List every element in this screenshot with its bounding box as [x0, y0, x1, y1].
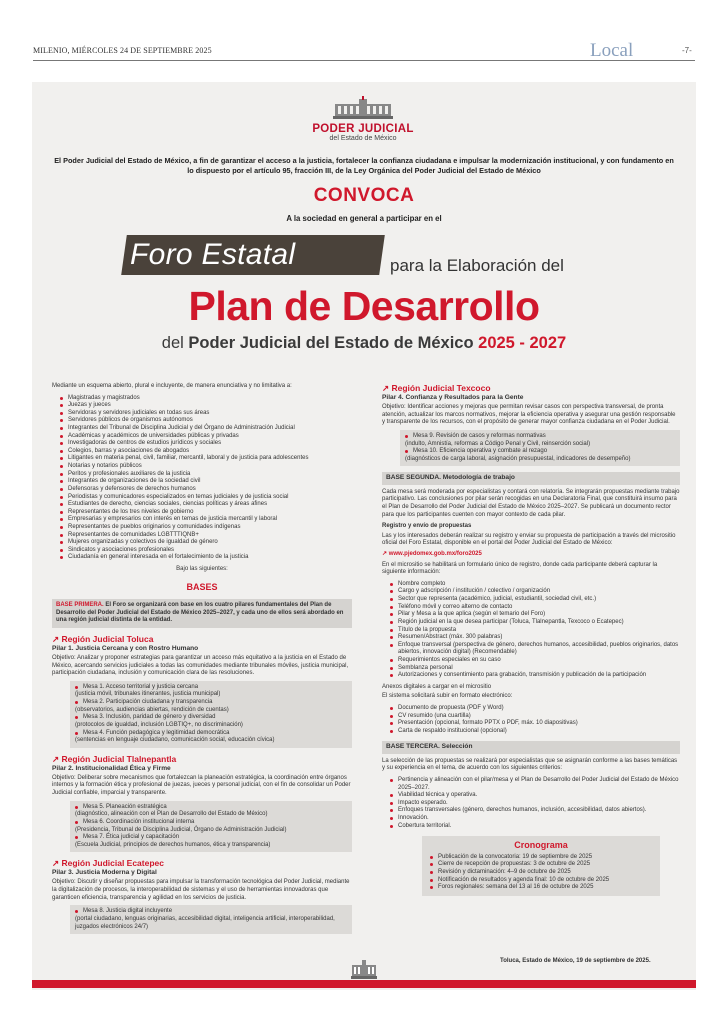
- participants-list: [60, 395, 352, 562]
- mesa-item: (diagnósticos de carga laboral, asignación presupuestal, indicadores de desempeño): [405, 455, 631, 462]
- foro-subtitle: para la Elaboración del: [390, 256, 564, 275]
- mesa-item: Mesa 9. Revisión de casos y reformas normativas: [405, 433, 675, 441]
- participant-item: Representantes de los tres niveles de gobierno: [60, 509, 352, 517]
- pilar-title: Pilar 2. Institucionalidad Ética y Firme: [52, 764, 171, 772]
- mesa-item: Mesa 3. Inclusión, paridad de género y diversidad: [75, 714, 347, 722]
- mesa-item: Mesa 1. Acceso territorial y justicia cercana: [75, 684, 347, 692]
- sistema-text: El sistema solicitará subir en formato electrónico:: [382, 693, 513, 700]
- mesas-box: [70, 905, 352, 934]
- participant-item: Notarias y notarios públicos: [60, 463, 352, 471]
- participant-item: Peritos y profesionales auxiliares de la justicia: [60, 471, 352, 479]
- participant-item: Servidores públicos de organismos autónomos: [60, 417, 352, 425]
- participant-item: Sindicatos y asociaciones profesionales: [60, 547, 352, 555]
- criterion-item: Impacto esperado.: [390, 800, 680, 808]
- field-item: Nombre completo: [390, 581, 680, 589]
- building-icon: [350, 958, 378, 980]
- left-regions: [52, 634, 352, 934]
- mesa-item: (justicia móvil, tribunales itinerantes, justicia municipal): [75, 691, 221, 698]
- pilar-title: Pilar 3. Justicia Moderna y Digital: [52, 869, 157, 877]
- micrositio-text: En el micrositio se habilitará un formulario único de registro, donde cada participante deberá capturar la siguiente información:: [382, 561, 658, 576]
- mesa-item: (Escuela Judicial, principios de derechos humanos, ética y transparencia): [75, 841, 271, 848]
- field-item: Región judicial en la que desea participar (Toluca, Tlalnepantla, Texcoco o Ecatepec): [390, 619, 680, 627]
- mesas-box: [70, 801, 352, 853]
- participant-item: Representantes de pueblos originarios y comunidades indígenas: [60, 524, 352, 532]
- region-title: ↗ Región Judicial Ecatepec: [52, 858, 352, 869]
- del-word: del: [161, 334, 189, 352]
- plan-title: Plan de Desarrollo: [188, 283, 540, 329]
- base-segunda-text: Cada mesa será moderada por especialistas y contará con relatoría. Se integrarán propuestas mediante trabajo participativo. Las conclusiones por pilar serán recogidas en una Declaratoria Final, que constituirá insumo para el Plan de Desarrollo del Poder Judicial del Estado de México 2025–2027. Se publicará un documento rector para que los participantes cuenten con mayor contexto de cada pilar.: [382, 488, 680, 518]
- objetivo-texcoco: Objetivo: Identificar acciones y mejoras que permitan revisar casos con perspectiva transversal, de pronta atención, actualizar los marcos normativos, mejorar la eficiencia operativa y asegurar una gestión responsable y transparente de los recursos, con el propósito de generar mayor confianza ciudadana en el Poder Judicial.: [382, 404, 676, 426]
- criterion-item: Cobertura territorial.: [390, 823, 680, 831]
- mesa-item: (Presidencia, Tribunal de Disciplina Judicial, Órgano de Administración Judicial): [75, 826, 287, 833]
- pj-name: Poder Judicial del Estado de México: [188, 334, 474, 352]
- participant-item: Servidoras y servidores judiciales en todas sus áreas: [60, 410, 352, 418]
- cronograma-box: [422, 836, 660, 895]
- registro-url[interactable]: www.pjedomex.gob.mx/foro2025: [388, 551, 482, 558]
- criteria-list: [390, 777, 680, 830]
- mesa-item: Mesa 10. Eficiencia operativa y combate al rezago: [405, 448, 675, 456]
- pilar-4: Pilar 4. Confianza y Resultados para la Gente: [382, 393, 524, 401]
- header-rule: [33, 60, 695, 61]
- mesa-item: Mesa 6. Coordinación institucional interna: [75, 819, 347, 827]
- field-item: Título de la propuesta: [390, 627, 680, 635]
- mesas-texcoco: [400, 430, 680, 466]
- base-tercera-text: La selección de las propuestas se realizará por especialistas que se asignarán conforme a las bases temáticas y su experiencia en el tema, de acuerdo con los siguientes criterios:: [382, 757, 678, 772]
- region-title: ↗ Región Judicial Toluca: [52, 634, 352, 645]
- cronograma-item: Foros regionales: semana del 13 al 16 de octubre de 2025: [430, 884, 652, 892]
- bajo-text: Bajo las siguientes:: [176, 566, 228, 573]
- mesa-item: Mesa 8. Justicia digital incluyente: [75, 908, 347, 916]
- mesa-item: (protocolos de igualdad, inclusión LGBTIQ+, no discriminación): [75, 721, 243, 728]
- left-column: [52, 383, 352, 937]
- participant-item: Colegios, barras y asociaciones de abogados: [60, 448, 352, 456]
- objetivo-text: Objetivo: Analizar y proponer estrategias para garantizar un acceso más equitativo a la justicia en el Estado de México, acercando servicios judiciales a todas las comunidades mediante tribunales móviles, justicia municipal, participación ciudadana, inclusión y comunicación clara de las resoluciones.: [52, 655, 349, 677]
- registro-title: Registro y envío de propuestas: [382, 523, 472, 530]
- sociedad-text: A la sociedad en general a participar en el: [286, 214, 442, 223]
- foro-title: Foro Estatal: [130, 238, 296, 271]
- field-item: Autorizaciones y consentimiento para grabación, transmisión y publicación de la participación: [390, 672, 680, 680]
- right-column: [382, 383, 680, 900]
- doc-item: Documento de propuesta (PDF y Word): [390, 705, 680, 713]
- base-tercera-title: BASE TERCERA. Selección: [382, 741, 680, 753]
- participant-item: Integrantes del Tribunal de Disciplina Judicial y del Órgano de Administración Judicial: [60, 425, 352, 433]
- fields-list: [390, 581, 680, 680]
- criterion-item: Innovación.: [390, 815, 680, 823]
- cronograma-item: Publicación de la convocatoria: 19 de septiembre de 2025: [430, 854, 652, 862]
- poder-judicial-logo: [308, 96, 418, 142]
- cronograma-title: Cronograma: [514, 840, 568, 851]
- mesa-item: Mesa 2. Participación ciudadana y transparencia: [75, 699, 347, 707]
- intro-text: El Poder Judicial del Estado de México, a fin de garantizar el acceso a la justicia, fortalecer la confianza ciudadana e impulsar la modernización institucional, y con fundamento en lo dispuesto por el artículo 95, fracción III, de la Ley Orgánica del Poder Judicial del Estado de México: [54, 156, 674, 175]
- signature-line: Toluca, Estado de México, 19 de septiembre de 2025.: [500, 958, 651, 964]
- section-name: Local: [590, 40, 634, 61]
- bases-heading: BASES: [186, 581, 218, 592]
- criterion-item: Pertinencia y alineación con el pilar/mesa y el Plan de Desarrollo del Poder Judicial del Estado de México 2025–2027.: [390, 777, 680, 792]
- field-item: Cargo y adscripción / institución / colectivo / organización: [390, 588, 680, 596]
- mesa-item: Mesa 7. Ética judicial y capacitación: [75, 834, 347, 842]
- participant-item: Periodistas y comunicadores especializados en temas judiciales y de justicia social: [60, 494, 352, 502]
- building-icon: [331, 96, 395, 120]
- mesa-item: (indulto, Amnistía, reformas a Código Penal y Civil, reinserción social): [405, 440, 591, 447]
- mesa-item: (diagnóstico, alineación con el Plan de Desarrollo del Estado de México): [75, 811, 268, 818]
- region-title: ↗ Región Judicial Tlalnepantla: [52, 754, 352, 765]
- cronograma-list: [430, 854, 652, 892]
- convoca-heading: CONVOCA: [313, 185, 415, 206]
- mesa-item: (sentencias en lenguaje ciudadano, comunicación social, educación cívica): [75, 737, 275, 744]
- field-item: Resumen/Abstract (máx. 300 palabras): [390, 634, 680, 642]
- participant-item: Académicas y académicos de universidades públicas y privadas: [60, 433, 352, 441]
- participant-item: Representantes de comunidades LGBTTTIQNB+: [60, 532, 352, 540]
- logo-name: PODER JUDICIAL: [312, 123, 414, 135]
- field-item: Enfoque transversal (perspectiva de género, derechos humanos, accesibilidad, pueblos originarios, datos abiertos, innovación digital) (Recomendable): [390, 642, 680, 657]
- doc-item: CV resumido (una cuartilla): [390, 713, 680, 721]
- newspaper-date: MILENIO, MIÉRCOLES 24 DE SEPTIEMBRE 2025: [33, 46, 212, 55]
- page-number: -7-: [682, 46, 692, 55]
- base-primera-title: BASE PRIMERA.: [56, 602, 104, 609]
- participant-item: Ciudadanía en general interesada en el fortalecimiento de la justicia: [60, 554, 352, 562]
- cronograma-item: Revisión y dictaminación: 4–9 de octubre de 2025: [430, 869, 652, 877]
- participant-item: Litigantes en materia penal, civil, familiar, mercantil, laboral y de justicia para adolescentes: [60, 455, 352, 463]
- footer-logo: [350, 958, 378, 985]
- objetivo-text: Objetivo: Deliberar sobre mecanismos que fortalezcan la planeación estratégica, la coordinación entre órganos internos y la formación ética y profesional de juezas, jueces y personal judicial, con el fin de consolidar un Poder Judicial confiable, imparcial y transparente.: [52, 774, 351, 797]
- years: 2025 - 2027: [478, 334, 567, 352]
- logo-subname: del Estado de México: [329, 135, 397, 142]
- registro-text: Las y los interesados deberán realizar su registro y enviar su propuesta de participación a través del micrositio oficial del Foro Estatal, disponible en el portal del Poder Judicial del Estado de México:: [382, 532, 676, 547]
- participant-item: Empresarias y empresarios con interés en temas de justicia mercantil y laboral: [60, 516, 352, 524]
- cronograma-item: Notificación de resultados y agenda final: 10 de octubre de 2025: [430, 877, 652, 885]
- participant-item: Investigadoras de centros de estudios jurídicos y sociales: [60, 440, 352, 448]
- mesa-item: Mesa 5. Planeación estratégica: [75, 804, 347, 812]
- field-item: Requerimientos especiales en su caso: [390, 657, 680, 665]
- base-segunda-title: BASE SEGUNDA. Metodología de trabajo: [382, 472, 680, 484]
- field-item: Pilar y Mesa a la que aplica (según el temario del Foro): [390, 611, 680, 619]
- field-item: Sector que representa (académico, judicial, estudiantil, sociedad civil, etc.): [390, 596, 680, 604]
- doc-item: Presentación (opcional, formato PPTX o PDF, máx. 10 diapositivas): [390, 720, 680, 728]
- participant-item: Integrantes de organizaciones de la sociedad civil: [60, 478, 352, 486]
- criterion-item: Enfoques transversales (género, derechos humanos, inclusión, accesibilidad, datos abiertos).: [390, 807, 680, 815]
- plan-subtitle: [0, 334, 728, 353]
- anexos-text: Anexos digitales a cargar en el micrositio: [382, 683, 492, 690]
- participant-item: Estudiantes de derecho, ciencias sociales, ciencias políticas y áreas afines: [60, 501, 352, 509]
- doc-item: Carta de respaldo institucional (opcional): [390, 728, 680, 736]
- participant-item: Juezas y jueces: [60, 402, 352, 410]
- cronograma-item: Cierre de recepción de propuestas: 3 de octubre de 2025: [430, 861, 652, 869]
- mesa-item: (portal ciudadano, lenguas originarias, accesibilidad digital, inteligencia artificial, interoperabilidad, juzgados electrónicos 24/7): [75, 915, 335, 930]
- field-item: Semblanza personal: [390, 665, 680, 673]
- registro-link[interactable]: ↗ www.pjedomex.gob.mx/foro2025: [382, 551, 482, 558]
- objetivo-text: Objetivo: Discutir y diseñar propuestas para impulsar la transformación tecnológica del Poder Judicial, mediante la digitalización de procesos, la interoperabilidad de sistemas y el uso de herramientas innovadoras que garanticen eficiencia, transparencia y agilidad en los servicios de justicia.: [52, 879, 350, 901]
- criterion-item: Viabilidad técnica y operativa.: [390, 792, 680, 800]
- mesa-item: Mesa 4. Función pedagógica y legitimidad democrática: [75, 730, 347, 738]
- participant-item: Magistradas y magistrados: [60, 395, 352, 403]
- mediante-text: Mediante un esquema abierto, plural e incluyente, de manera enunciativa y no limitativa a:: [52, 383, 292, 389]
- pilar-title: Pilar 1. Justicia Cercana y con Rostro Humano: [52, 644, 199, 652]
- base-primera: [52, 599, 352, 628]
- region-texcoco-title: ↗ Región Judicial Texcoco: [382, 383, 680, 394]
- docs-list: [390, 705, 680, 735]
- mesa-item: (observatorios, audiencias abiertas, rendición de cuentas): [75, 706, 229, 713]
- mesas-box: [70, 681, 352, 748]
- field-item: Teléfono móvil y correo alterno de contacto: [390, 604, 680, 612]
- base-primera-text: El Foro se organizará con base en los cuatro pilares fundamentales del Plan de Desarrollo del Poder Judicial del Estado de México 2025–2027, y cada uno de ellos será abordado en una región judicial distinta de la entidad.: [56, 602, 344, 624]
- participant-item: Defensoras y defensores de derechos humanos: [60, 486, 352, 494]
- participant-item: Mujeres organizadas y colectivos de igualdad de género: [60, 539, 352, 547]
